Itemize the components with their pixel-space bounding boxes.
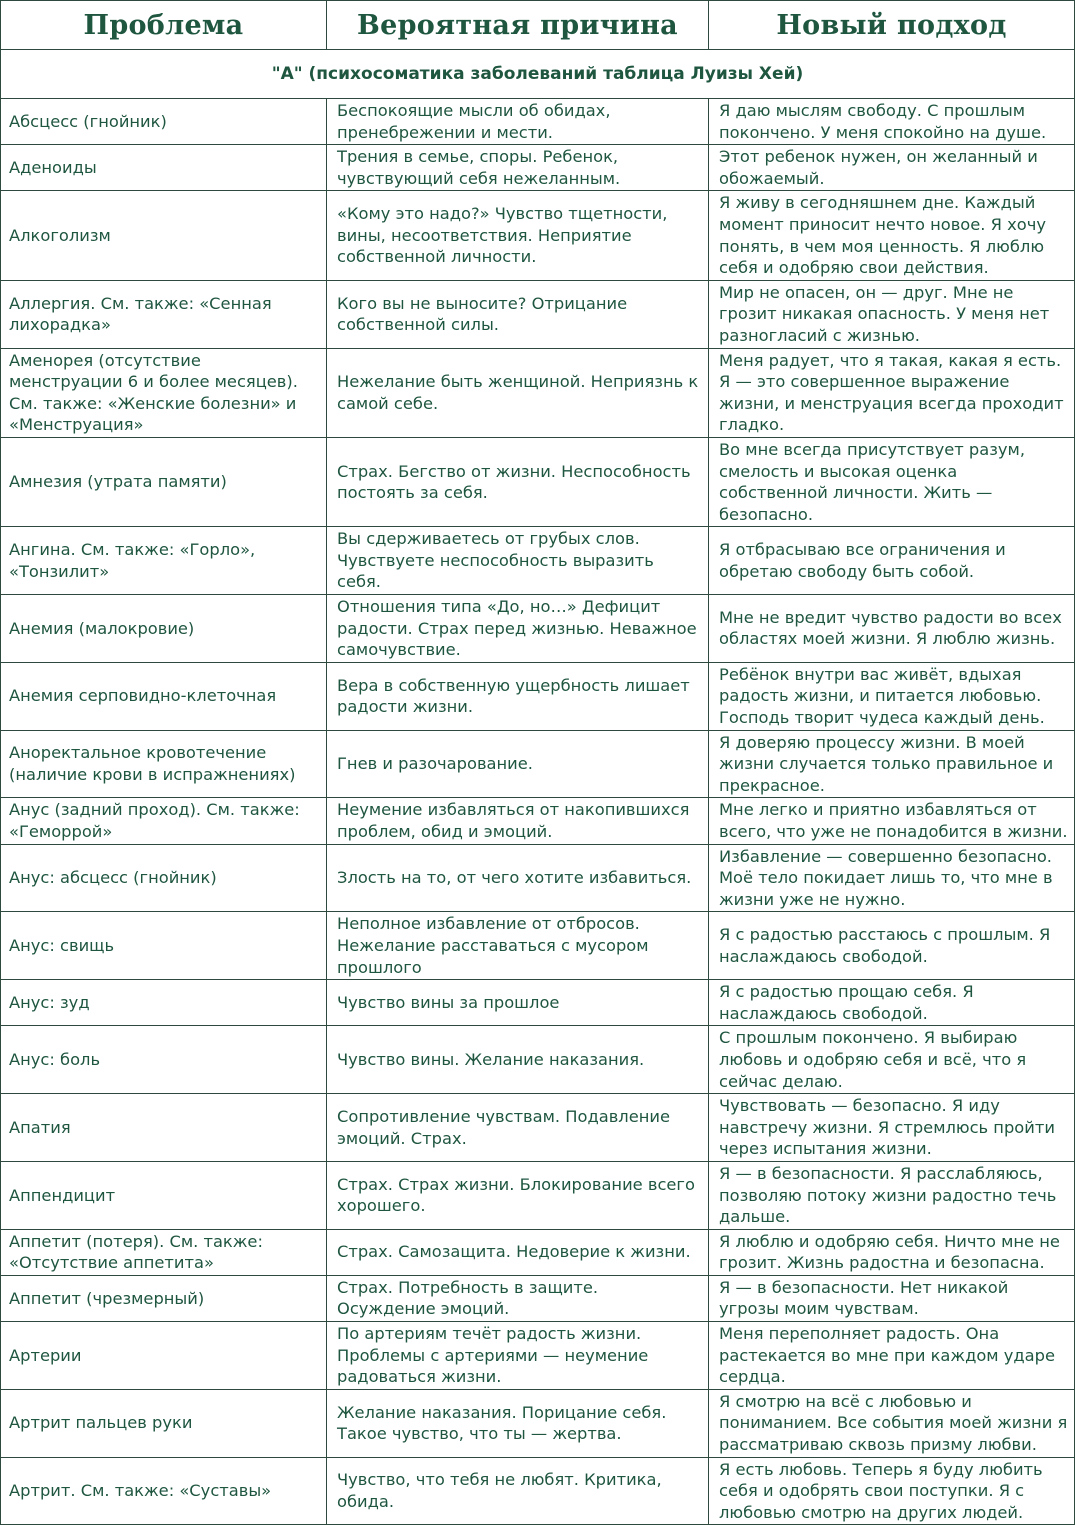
approach-cell: Я доверяю процессу жизни. В моей жизни случается только правильное и прекрасное. [709, 730, 1075, 798]
cause-cell: Гнев и разочарование. [327, 730, 709, 798]
table-row [1, 1322, 1075, 1390]
table-row [1, 798, 1075, 844]
table-row [1, 99, 1075, 145]
cause-cell: Сопротивление чувствам. Подавление эмоций. Страх. [327, 1094, 709, 1162]
approach-cell: Я с радостью прощаю себя. Я наслаждаюсь свободой. [709, 980, 1075, 1026]
table-row [1, 1026, 1075, 1094]
problem-cell: Анус: абсцесс (гнойник) [1, 844, 327, 912]
problem-cell: Аппендицит [1, 1161, 327, 1229]
approach-cell: Чувствовать — безопасно. Я иду навстречу жизни. Я стремлюсь пройти через испытания жизни. [709, 1094, 1075, 1162]
approach-cell: Во мне всегда присутствует разум, смелость и высокая оценка собственной личности. Жить — безопасно. [709, 437, 1075, 526]
cause-cell: Нежелание быть женщиной. Неприязнь к самой себе. [327, 348, 709, 437]
table-row [1, 1094, 1075, 1162]
problem-cell: Амнезия (утрата памяти) [1, 437, 327, 526]
problem-cell: Алкоголизм [1, 191, 327, 280]
problem-cell: Аденоиды [1, 145, 327, 191]
table-row [1, 1275, 1075, 1321]
problem-cell: Апатия [1, 1094, 327, 1162]
cause-cell: Кого вы не выносите? Отрицание собственной силы. [327, 280, 709, 348]
approach-cell: Я смотрю на всё с любовью и пониманием. Все события моей жизни я рассматриваю сквозь призму любви. [709, 1389, 1075, 1457]
header-approach: Новый подход [709, 1, 1075, 50]
cause-cell: Вы сдерживаетесь от грубых слов. Чувствуете неспособность выразить себя. [327, 527, 709, 595]
table-row [1, 980, 1075, 1026]
table-row [1, 730, 1075, 798]
approach-cell: Мне легко и приятно избавляться от всего, что уже не понадобится в жизни. [709, 798, 1075, 844]
approach-cell: С прошлым покончено. Я выбираю любовь и одобряю себя и всё, что я сейчас делаю. [709, 1026, 1075, 1094]
table-row [1, 1161, 1075, 1229]
cause-cell: Вера в собственную ущербность лишает радости жизни. [327, 662, 709, 730]
cause-cell: По артериям течёт радость жизни. Проблемы с артериями — неумение радоваться жизни. [327, 1322, 709, 1390]
approach-cell: Я — в безопасности. Нет никакой угрозы моим чувствам. [709, 1275, 1075, 1321]
header-row [1, 1, 1075, 50]
cause-cell: Злость на то, от чего хотите избавиться. [327, 844, 709, 912]
cause-cell: Чувство вины. Желание наказания. [327, 1026, 709, 1094]
cause-cell: Неполное избавление от отбросов. Нежелание расставаться с мусором прошлого [327, 912, 709, 980]
section-title: "А" (психосоматика заболеваний таблица Луизы Хей) [1, 50, 1075, 99]
table-row [1, 912, 1075, 980]
cause-cell: Страх. Потребность в защите. Осуждение эмоций. [327, 1275, 709, 1321]
cause-cell: Отношения типа «До, но…» Дефицит радости. Страх перед жизнью. Неважное самочувствие. [327, 595, 709, 663]
cause-cell: Беспокоящие мысли об обидах, пренебрежении и мести. [327, 99, 709, 145]
table-row [1, 1457, 1075, 1525]
problem-cell: Ангина. См. также: «Горло», «Тонзилит» [1, 527, 327, 595]
table-row [1, 191, 1075, 280]
problem-cell: Абсцесс (гнойник) [1, 99, 327, 145]
problem-cell: Аноректальное кровотечение (наличие крови в испражнениях) [1, 730, 327, 798]
cause-cell: Страх. Страх жизни. Блокирование всего хорошего. [327, 1161, 709, 1229]
problem-cell: Анус: свищь [1, 912, 327, 980]
table-row [1, 527, 1075, 595]
problem-cell: Аллергия. См. также: «Сенная лихорадка» [1, 280, 327, 348]
table-row [1, 145, 1075, 191]
problem-cell: Артрит. См. также: «Суставы» [1, 1457, 327, 1525]
table-row [1, 348, 1075, 437]
problem-cell: Анемия серповидно-клеточная [1, 662, 327, 730]
problem-cell: Артерии [1, 1322, 327, 1390]
approach-cell: Я живу в сегодняшнем дне. Каждый момент приносит нечто новое. Я хочу понять, в чем моя ценность. Я люблю себя и одобряю свои действия. [709, 191, 1075, 280]
approach-cell: Я — в безопасности. Я расслабляюсь, позволяю потоку жизни радостно течь дальше. [709, 1161, 1075, 1229]
problem-cell: Аменорея (отсутствие менструации 6 и более месяцев). См. также: «Женские болезни» и «Менструация» [1, 348, 327, 437]
table-row [1, 662, 1075, 730]
cause-cell: Неумение избавляться от накопившихся проблем, обид и эмоций. [327, 798, 709, 844]
problem-cell: Артрит пальцев руки [1, 1389, 327, 1457]
cause-cell: Чувство вины за прошлое [327, 980, 709, 1026]
header-problem: Проблема [1, 1, 327, 50]
approach-cell: Я люблю и одобряю себя. Ничто мне не грозит. Жизнь радостна и безопасна. [709, 1229, 1075, 1275]
problem-cell: Анус: зуд [1, 980, 327, 1026]
approach-cell: Меня радует, что я такая, какая я есть. Я — это совершенное выражение жизни, и менструация всегда проходит гладко. [709, 348, 1075, 437]
approach-cell: Я есть любовь. Теперь я буду любить себя и одобрять свои поступки. Я с любовью смотрю на других людей. [709, 1457, 1075, 1525]
table-row [1, 844, 1075, 912]
problem-cell: Анемия (малокровие) [1, 595, 327, 663]
approach-cell: Я даю мыслям свободу. С прошлым покончено. У меня спокойно на душе. [709, 99, 1075, 145]
cause-cell: «Кому это надо?» Чувство тщетности, вины, несоответствия. Неприятие собственной личности. [327, 191, 709, 280]
cause-cell: Чувство, что тебя не любят. Критика, обида. [327, 1457, 709, 1525]
table-row [1, 1229, 1075, 1275]
approach-cell: Мне не вредит чувство радости во всех областях моей жизни. Я люблю жизнь. [709, 595, 1075, 663]
problem-cell: Анус (задний проход). См. также: «Геморрой» [1, 798, 327, 844]
cause-cell: Трения в семье, споры. Ребенок, чувствующий себя нежеланным. [327, 145, 709, 191]
problem-cell: Аппетит (потеря). См. также: «Отсутствие аппетита» [1, 1229, 327, 1275]
table-row [1, 1389, 1075, 1457]
approach-cell: Мир не опасен, он — друг. Мне не грозит никакая опасность. У меня нет разногласий с жизнью. [709, 280, 1075, 348]
problem-cell: Анус: боль [1, 1026, 327, 1094]
approach-cell: Я отбрасываю все ограничения и обретаю свободу быть собой. [709, 527, 1075, 595]
cause-cell: Страх. Самозащита. Недоверие к жизни. [327, 1229, 709, 1275]
header-cause: Вероятная причина [327, 1, 709, 50]
table-row [1, 280, 1075, 348]
cause-cell: Страх. Бегство от жизни. Неспособность постоять за себя. [327, 437, 709, 526]
problem-cell: Аппетит (чрезмерный) [1, 1275, 327, 1321]
table-row [1, 595, 1075, 663]
approach-cell: Ребёнок внутри вас живёт, вдыхая радость жизни, и питается любовью. Господь творит чудеса каждый день. [709, 662, 1075, 730]
approach-cell: Я с радостью расстаюсь с прошлым. Я наслаждаюсь свободой. [709, 912, 1075, 980]
approach-cell: Меня переполняет радость. Она растекается во мне при каждом ударе сердца. [709, 1322, 1075, 1390]
section-row [1, 50, 1075, 99]
approach-cell: Избавление — совершенно безопасно. Моё тело покидает лишь то, что мне в жизни уже не нужно. [709, 844, 1075, 912]
table-row [1, 437, 1075, 526]
approach-cell: Этот ребенок нужен, он желанный и обожаемый. [709, 145, 1075, 191]
cause-cell: Желание наказания. Порицание себя. Такое чувство, что ты — жертва. [327, 1389, 709, 1457]
